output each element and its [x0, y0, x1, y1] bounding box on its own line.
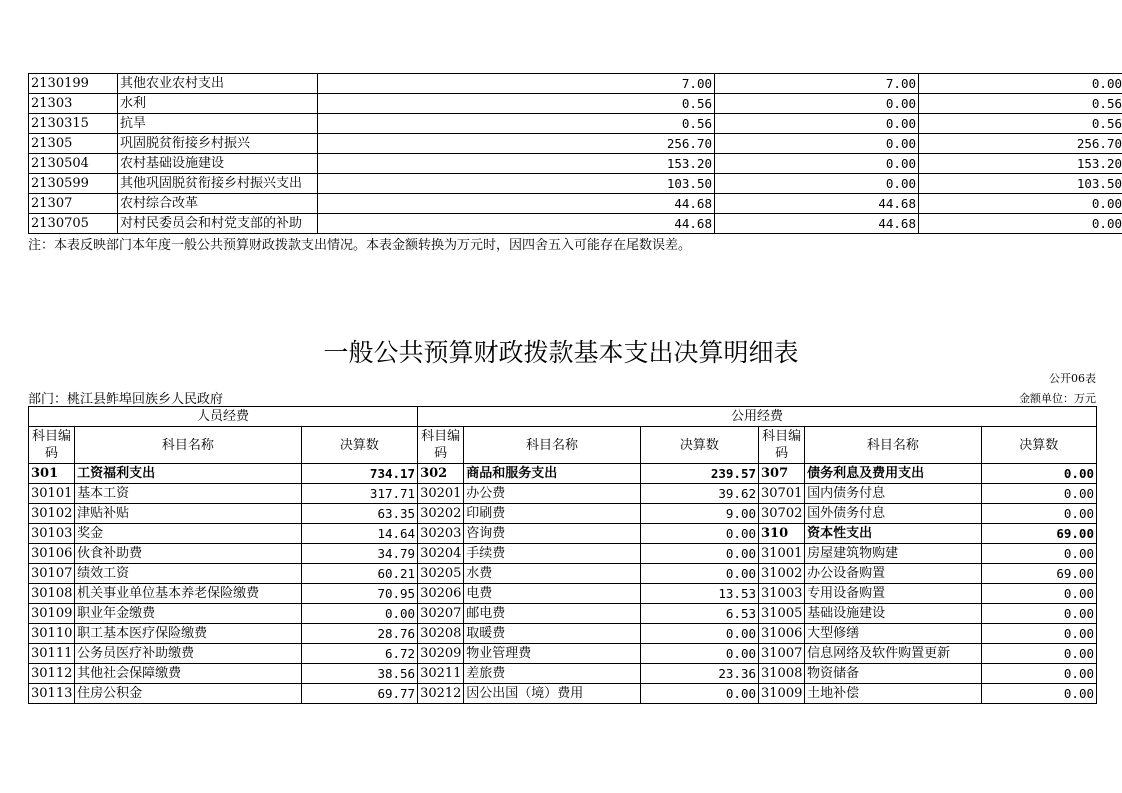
total-amount: 103.50	[318, 174, 715, 194]
subject-name: 债务利息及费用支出	[805, 464, 981, 484]
subject-name: 专用设备购置	[805, 584, 981, 604]
amount: 0.00	[981, 684, 1096, 704]
amount: 0.00	[301, 604, 417, 624]
table-row	[29, 544, 1097, 564]
subject-code: 30207	[418, 604, 464, 624]
personnel-expenses-header: 人员经费	[29, 407, 418, 427]
amount: 317.71	[301, 484, 417, 504]
subject-code: 2130315	[29, 114, 118, 134]
project-amount: 0.00	[919, 214, 1122, 234]
amount: 0.00	[981, 484, 1096, 504]
subject-code: 31001	[759, 544, 805, 564]
col-header-code: 科目编码	[759, 427, 805, 464]
subject-name: 差旅费	[464, 664, 640, 684]
subject-name: 对村民委员会和村党支部的补助	[118, 214, 318, 234]
subject-name: 资本性支出	[805, 524, 981, 544]
subject-name: 大型修缮	[805, 624, 981, 644]
subject-name: 土地补偿	[805, 684, 981, 704]
subject-code: 31005	[759, 604, 805, 624]
subject-name: 邮电费	[464, 604, 640, 624]
subject-name: 取暖费	[464, 624, 640, 644]
subject-code: 30111	[29, 644, 75, 664]
total-amount: 256.70	[318, 134, 715, 154]
subject-name: 物业管理费	[464, 644, 640, 664]
col-header-name: 科目名称	[75, 427, 302, 464]
subject-code: 30108	[29, 584, 75, 604]
subject-code: 30102	[29, 504, 75, 524]
amount: 14.64	[301, 524, 417, 544]
group-header-row	[29, 407, 1097, 427]
project-amount: 256.70	[919, 134, 1122, 154]
subject-name: 商品和服务支出	[464, 464, 640, 484]
subject-name: 基本工资	[75, 484, 302, 504]
table-row	[29, 664, 1097, 684]
table-row	[29, 644, 1097, 664]
subject-name: 国内债务付息	[805, 484, 981, 504]
subject-code: 21307	[29, 194, 118, 214]
subject-code: 30109	[29, 604, 75, 624]
project-amount: 0.00	[919, 194, 1122, 214]
total-amount: 153.20	[318, 154, 715, 174]
table-row	[29, 624, 1097, 644]
table-row	[29, 194, 1122, 214]
subject-name: 手续费	[464, 544, 640, 564]
subject-code: 30201	[418, 484, 464, 504]
total-amount: 0.56	[318, 114, 715, 134]
subject-code: 30202	[418, 504, 464, 524]
col-header-code: 科目编码	[29, 427, 75, 464]
subject-name: 伙食补助费	[75, 544, 302, 564]
col-header-name: 科目名称	[805, 427, 981, 464]
total-amount: 0.56	[318, 94, 715, 114]
subject-code: 30702	[759, 504, 805, 524]
subject-name: 基础设施建设	[805, 604, 981, 624]
amount: 28.76	[301, 624, 417, 644]
subject-code: 21305	[29, 134, 118, 154]
subject-name: 办公费	[464, 484, 640, 504]
amount: 69.00	[981, 524, 1096, 544]
subject-code: 31002	[759, 564, 805, 584]
subject-name: 农村综合改革	[118, 194, 318, 214]
subject-code: 30107	[29, 564, 75, 584]
table-note: 注：本表反映部门本年度一般公共预算财政拨款支出情况。本表金额转换为万元时，因四舍五入可能存在尾数误差。	[28, 238, 692, 253]
subject-name: 绩效工资	[75, 564, 302, 584]
amount: 6.72	[301, 644, 417, 664]
amount: 69.77	[301, 684, 417, 704]
amount: 734.17	[301, 464, 417, 484]
amount: 0.00	[981, 544, 1096, 564]
subject-code: 30203	[418, 524, 464, 544]
subject-code: 302	[418, 464, 464, 484]
table-row	[29, 214, 1122, 234]
subject-code: 30204	[418, 544, 464, 564]
table-row	[29, 154, 1122, 174]
subject-name: 水利	[118, 94, 318, 114]
form-number: 公开06表	[1049, 372, 1096, 385]
amount: 13.53	[640, 584, 758, 604]
table-row	[29, 114, 1122, 134]
subject-name: 职工基本医疗保险缴费	[75, 624, 302, 644]
subject-name: 房屋建筑物购建	[805, 544, 981, 564]
amount: 0.00	[640, 644, 758, 664]
subject-code: 30106	[29, 544, 75, 564]
subject-name: 津贴补贴	[75, 504, 302, 524]
subject-code: 307	[759, 464, 805, 484]
subject-code: 30212	[418, 684, 464, 704]
subject-name: 因公出国（境）费用	[464, 684, 640, 704]
amount: 0.00	[640, 684, 758, 704]
subject-name: 其他社会保障缴费	[75, 664, 302, 684]
subject-code: 30701	[759, 484, 805, 504]
subject-code: 30208	[418, 624, 464, 644]
table-row	[29, 74, 1122, 94]
amount: 0.00	[981, 504, 1096, 524]
amount: 239.57	[640, 464, 758, 484]
amount: 9.00	[640, 504, 758, 524]
basic-amount: 0.00	[715, 134, 919, 154]
public-expenses-header: 公用经费	[418, 407, 1097, 427]
amount: 39.62	[640, 484, 758, 504]
subject-name: 办公设备购置	[805, 564, 981, 584]
basic-expenditure-detail-table	[28, 406, 1097, 704]
col-header-amount: 决算数	[981, 427, 1096, 464]
amount: 0.00	[640, 544, 758, 564]
amount: 0.00	[640, 564, 758, 584]
amount: 23.36	[640, 664, 758, 684]
subject-name: 工资福利支出	[75, 464, 302, 484]
subject-code: 2130705	[29, 214, 118, 234]
subject-name: 奖金	[75, 524, 302, 544]
subject-code: 30209	[418, 644, 464, 664]
project-amount: 0.56	[919, 94, 1122, 114]
subject-code: 30206	[418, 584, 464, 604]
subject-code: 30112	[29, 664, 75, 684]
table-row	[29, 174, 1122, 194]
col-header-amount: 决算数	[640, 427, 758, 464]
amount: 0.00	[981, 464, 1096, 484]
col-header-code: 科目编码	[418, 427, 464, 464]
amount-unit-label: 金额单位：万元	[1019, 392, 1096, 405]
subject-name: 印刷费	[464, 504, 640, 524]
subject-name: 抗旱	[118, 114, 318, 134]
table-row	[29, 524, 1097, 544]
amount: 63.35	[301, 504, 417, 524]
col-header-amount: 决算数	[301, 427, 417, 464]
subject-name: 机关事业单位基本养老保险缴费	[75, 584, 302, 604]
amount: 60.21	[301, 564, 417, 584]
project-amount: 153.20	[919, 154, 1122, 174]
project-amount: 0.00	[919, 74, 1122, 94]
subject-name: 公务员医疗补助缴费	[75, 644, 302, 664]
subject-name: 巩固脱贫衔接乡村振兴	[118, 134, 318, 154]
table-row	[29, 484, 1097, 504]
amount: 70.95	[301, 584, 417, 604]
subject-code: 30101	[29, 484, 75, 504]
amount: 0.00	[640, 624, 758, 644]
table-row	[29, 94, 1122, 114]
subject-name: 住房公积金	[75, 684, 302, 704]
subject-code: 2130599	[29, 174, 118, 194]
amount: 38.56	[301, 664, 417, 684]
amount: 6.53	[640, 604, 758, 624]
subject-name: 国外债务付息	[805, 504, 981, 524]
subject-name: 水费	[464, 564, 640, 584]
amount: 0.00	[981, 584, 1096, 604]
subject-code: 31003	[759, 584, 805, 604]
amount: 0.00	[981, 664, 1096, 684]
table-row	[29, 464, 1097, 484]
project-amount: 0.56	[919, 114, 1122, 134]
subject-name: 电费	[464, 584, 640, 604]
subject-name: 信息网络及软件购置更新	[805, 644, 981, 664]
total-amount: 44.68	[318, 214, 715, 234]
basic-amount: 44.68	[715, 194, 919, 214]
subject-code: 30110	[29, 624, 75, 644]
column-header-row	[29, 427, 1097, 464]
subject-code: 2130504	[29, 154, 118, 174]
total-amount: 7.00	[318, 74, 715, 94]
col-header-name: 科目名称	[464, 427, 640, 464]
amount: 34.79	[301, 544, 417, 564]
amount: 0.00	[981, 644, 1096, 664]
subject-code: 310	[759, 524, 805, 544]
subject-name: 农村基础设施建设	[118, 154, 318, 174]
basic-amount: 0.00	[715, 114, 919, 134]
project-amount: 103.50	[919, 174, 1122, 194]
table-row	[29, 564, 1097, 584]
subject-name: 职业年金缴费	[75, 604, 302, 624]
main-table-body	[29, 464, 1097, 704]
subject-name: 其他农业农村支出	[118, 74, 318, 94]
basic-amount: 7.00	[715, 74, 919, 94]
total-amount: 44.68	[318, 194, 715, 214]
subject-code: 30205	[418, 564, 464, 584]
amount: 69.00	[981, 564, 1096, 584]
table-row	[29, 604, 1097, 624]
subject-code: 31008	[759, 664, 805, 684]
subject-name: 咨询费	[464, 524, 640, 544]
basic-amount: 44.68	[715, 214, 919, 234]
subject-code: 30113	[29, 684, 75, 704]
basic-amount: 0.00	[715, 154, 919, 174]
subject-code: 31007	[759, 644, 805, 664]
basic-amount: 0.00	[715, 94, 919, 114]
subject-code: 21303	[29, 94, 118, 114]
subject-name: 其他巩固脱贫衔接乡村振兴支出	[118, 174, 318, 194]
subject-code: 2130199	[29, 74, 118, 94]
subject-code: 30211	[418, 664, 464, 684]
basic-amount: 0.00	[715, 174, 919, 194]
table-row	[29, 504, 1097, 524]
amount: 0.00	[981, 624, 1096, 644]
expenditure-detail-table-continued	[28, 73, 1122, 234]
subject-name: 物资储备	[805, 664, 981, 684]
department-label: 部门：桃江县鲊埠回族乡人民政府	[28, 392, 224, 407]
table-row	[29, 134, 1122, 154]
subject-code: 31009	[759, 684, 805, 704]
subject-code: 30103	[29, 524, 75, 544]
subject-code: 31006	[759, 624, 805, 644]
subject-code: 301	[29, 464, 75, 484]
amount: 0.00	[640, 524, 758, 544]
page-title: 一般公共预算财政拨款基本支出决算明细表	[323, 338, 799, 367]
table-row	[29, 584, 1097, 604]
top-table-body	[29, 74, 1122, 234]
amount: 0.00	[981, 604, 1096, 624]
table-row	[29, 684, 1097, 704]
